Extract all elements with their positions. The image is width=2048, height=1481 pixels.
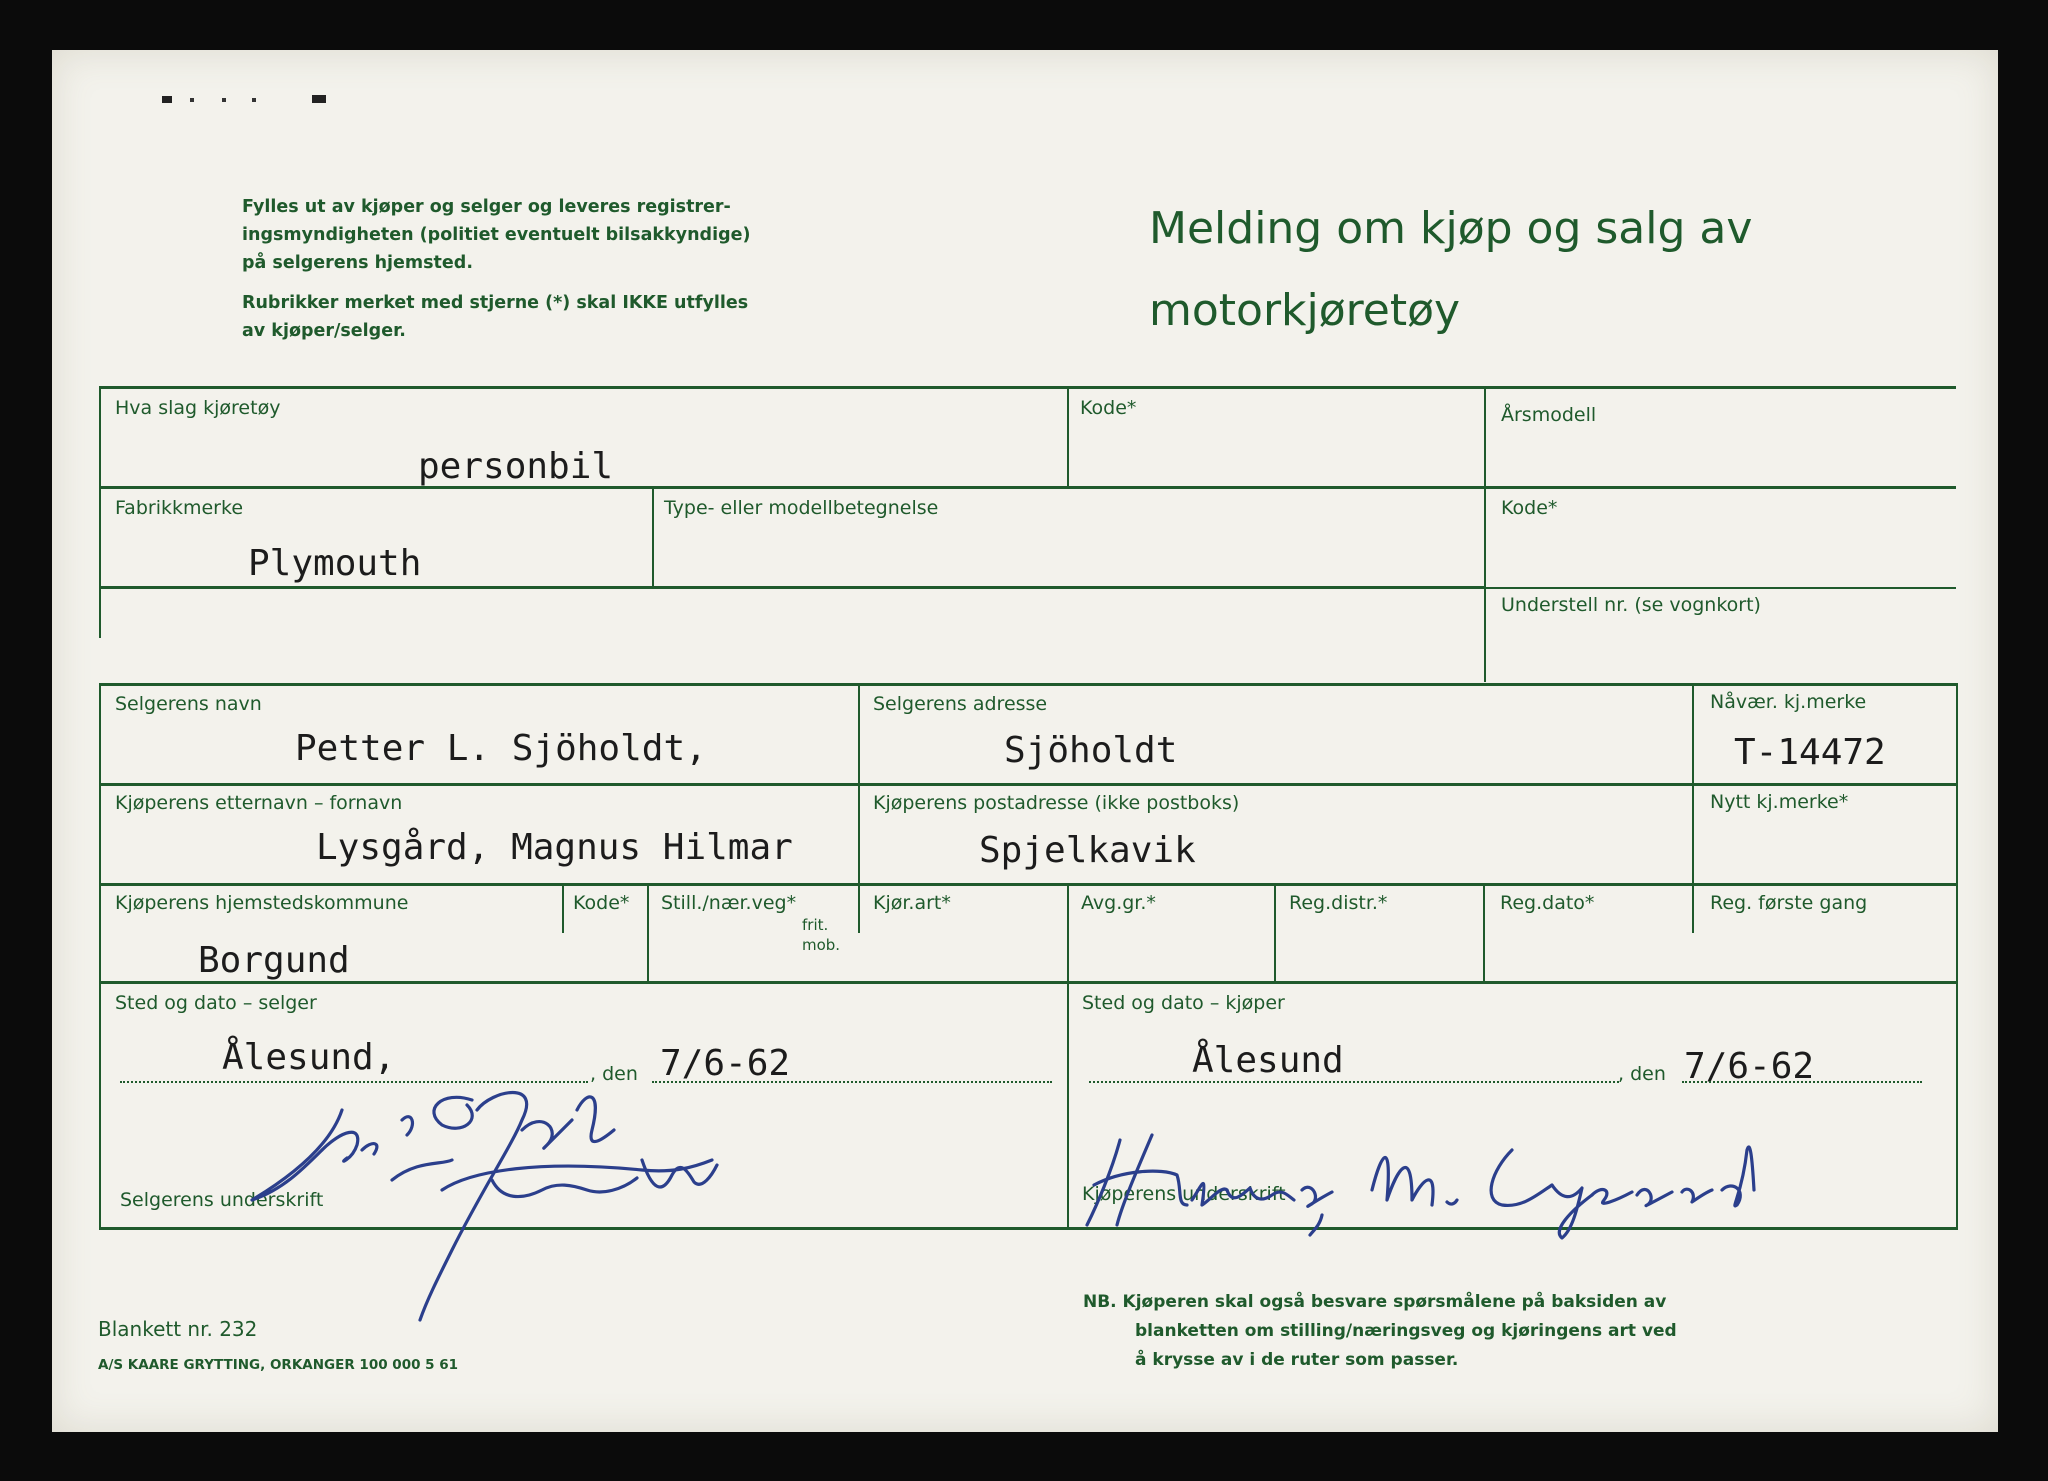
nb-line: blanketten om stilling/næringsveg og kjøringens art ved (1135, 1321, 1677, 1341)
municipality-label: Kjøperens hjemstedskommune (115, 892, 409, 914)
model-year-label: Årsmodell (1501, 404, 1597, 426)
municipality-value: Borgund (198, 940, 350, 981)
rule (99, 683, 1956, 686)
current-plate-value: T-14472 (1734, 732, 1886, 773)
rule (1067, 883, 1069, 983)
rule (1274, 883, 1276, 983)
instructions (242, 193, 750, 345)
mob-label: mob. (802, 936, 841, 954)
rule (1484, 587, 1956, 589)
rule (1956, 683, 1958, 1229)
rule (562, 883, 564, 933)
first-reg-label: Reg. første gang (1710, 892, 1868, 914)
buyer-signature-label: Kjøperens underskrift (1082, 1183, 1286, 1205)
instruction-line: ingsmyndigheten (politiet eventuelt bilsakkyndige) (242, 225, 751, 245)
rule (647, 883, 649, 983)
buyer-signature (1082, 1110, 1782, 1240)
buyer-address-label: Kjøperens postadresse (ikke postboks) (873, 792, 1240, 814)
current-plate-label: Nåvær. kj.merke (1710, 691, 1867, 713)
seller-den-label: , den (590, 1063, 638, 1085)
rule (1692, 683, 1694, 933)
buyer-address-value: Spjelkavik (979, 830, 1196, 871)
new-plate-label: Nytt kj.merke* (1710, 791, 1849, 813)
model-label: Type- eller modellbetegnelse (664, 497, 939, 519)
vehicle-type-value: personbil (418, 446, 614, 487)
vehicle-code-label: Kode* (1080, 397, 1137, 419)
code2-label: Kode* (1501, 497, 1558, 519)
rule (1067, 386, 1069, 486)
instruction-line: Fylles ut av kjøper og selger og leveres registrer- (242, 197, 731, 217)
printer-imprint: A/S KAARE GRYTTING, ORKANGER 100 000 5 61 (98, 1357, 459, 1373)
rule (99, 683, 101, 1229)
punch-marks (162, 90, 342, 110)
instruction-line: på selgerens hjemsted. (242, 253, 473, 273)
drive-type-label: Kjør.art* (873, 892, 951, 914)
dotted-line (1089, 1081, 1619, 1083)
nb-line: NB. Kjøperen skal også besvare spørsmålene på baksiden av (1083, 1292, 1667, 1312)
frit-label: frit. (802, 916, 829, 934)
rule (99, 883, 1956, 886)
form-sheet (52, 50, 1998, 1432)
rule (99, 486, 1956, 489)
fee-group-label: Avg.gr.* (1081, 892, 1156, 914)
seller-address-value: Sjöholdt (1004, 730, 1178, 771)
seller-name-label: Selgerens navn (115, 693, 262, 715)
rule (99, 586, 1484, 589)
rule (99, 981, 1956, 984)
dotted-line (1682, 1081, 1922, 1083)
reg-date-label: Reg.dato* (1500, 892, 1595, 914)
instruction-line: Rubrikker merket med stjerne (*) skal IKKE utfylles (242, 293, 749, 313)
make-value: Plymouth (248, 543, 422, 584)
seller-signature-label: Selgerens underskrift (120, 1189, 324, 1211)
seller-place-value: Ålesund, (222, 1037, 396, 1078)
buyer-place-value: Ålesund (1192, 1040, 1344, 1081)
vehicle-type-label: Hva slag kjøretøy (115, 397, 281, 419)
seller-address-label: Selgerens adresse (873, 693, 1048, 715)
chassis-label: Understell nr. (se vognkort) (1501, 594, 1761, 616)
code3-label: Kode* (573, 892, 630, 914)
seller-date-value: 7/6-62 (660, 1043, 791, 1084)
rule (1484, 386, 1486, 682)
buyer-date-value: 7/6-62 (1684, 1046, 1815, 1087)
form-title (1149, 188, 1752, 352)
rule (99, 386, 1956, 389)
rule (99, 783, 1956, 786)
form-number: Blankett nr. 232 (98, 1317, 258, 1341)
nb-line: å krysse av i de ruter som passer. (1135, 1350, 1459, 1370)
seller-signature (242, 1050, 762, 1350)
seller-place-label: Sted og dato – selger (115, 992, 317, 1014)
buyer-place-label: Sted og dato – kjøper (1082, 992, 1285, 1014)
title-line: motorkjøretøy (1149, 285, 1461, 336)
rule (99, 386, 101, 638)
buyer-name-label: Kjøperens etternavn – fornavn (115, 792, 403, 814)
seller-name-value: Petter L. Sjöholdt, (295, 728, 707, 769)
rule (858, 683, 860, 933)
rule (1067, 981, 1069, 1229)
make-label: Fabrikkmerke (115, 497, 244, 519)
buyer-den-label: , den (1618, 1063, 1666, 1085)
occupation-label: Still./nær.veg* (661, 892, 797, 914)
buyer-name-value: Lysgård, Magnus Hilmar (316, 827, 793, 868)
rule (1483, 883, 1485, 983)
title-line: Melding om kjøp og salg av (1149, 203, 1753, 254)
rule (652, 486, 654, 586)
instruction-line: av kjøper/selger. (242, 321, 406, 341)
reg-district-label: Reg.distr.* (1289, 892, 1388, 914)
nb-note (1083, 1288, 1677, 1375)
